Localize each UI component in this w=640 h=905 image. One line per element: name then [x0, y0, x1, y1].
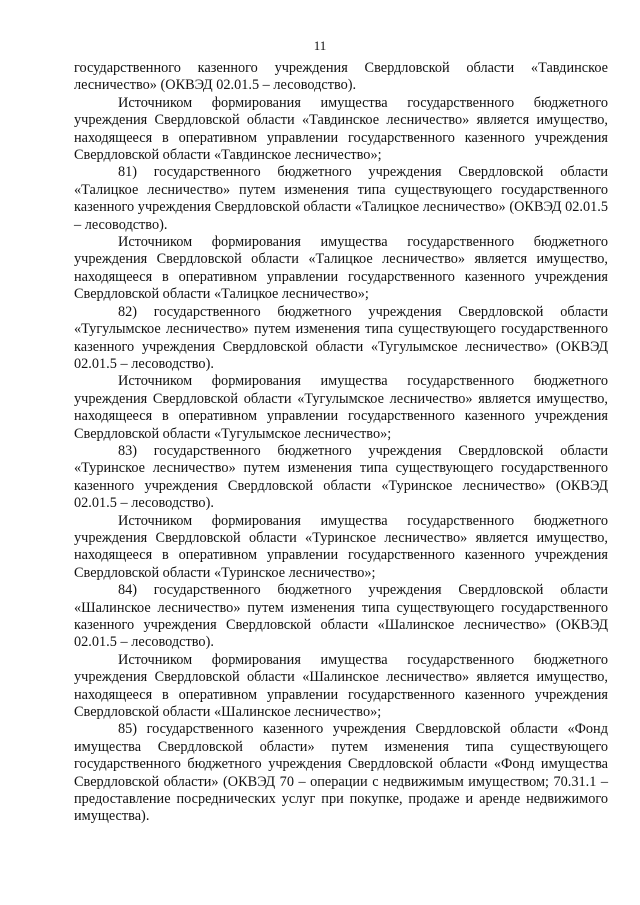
document-body	[74, 60, 608, 826]
paragraph-continuation: государственного казенного учреждения Свердловской области «Тавдинское лесничество» (ОКВЭД 02.01.5 – лесоводство).	[74, 60, 608, 94]
paragraph-property-source-tugulym: Источником формирования имущества государственного бюджетного учреждения Свердловской области «Тугулымское лесничество» является имущество, находящееся в оперативном управлении государственного казенного учреждения Свердловской области «Тугулымское лесничество»;	[74, 373, 608, 442]
paragraph-property-source-shalya: Источником формирования имущества государственного бюджетного учреждения Свердловской области «Шалинское лесничество» является имущество, находящееся в оперативном управлении государственного казенного учреждения Свердловской области «Шалинское лесничество»;	[74, 651, 608, 721]
paragraph-item-81: 81) государственного бюджетного учреждения Свердловской области «Талицкое лесничество» путем изменения типа существующего государственного казенного учреждения Свердловской области «Талицкое лесничество» (ОКВЭД 02.01.5 – лесоводство).	[74, 164, 608, 233]
paragraph-property-source-talitsa: Источником формирования имущества государственного бюджетного учреждения Свердловской области «Талицкое лесничество» является имущество, находящееся в оперативном управлении государственного казенного учреждения Свердловской области «Талицкое лесничество»;	[74, 234, 608, 303]
paragraph-property-source-turinsk: Источником формирования имущества государственного бюджетного учреждения Свердловской области «Туринское лесничество» является имущество, находящееся в оперативном управлении государственного казенного учреждения Свердловской области «Туринское лесничество»;	[74, 512, 608, 581]
paragraph-item-83: 83) государственного бюджетного учреждения Свердловской области «Туринское лесничество» путем изменения типа существующего государственного казенного учреждения Свердловской области «Туринское лесничество» (ОКВЭД 02.01.5 – лесоводство).	[74, 442, 608, 512]
paragraph-property-source-tavda: Источником формирования имущества государственного бюджетного учреждения Свердловской области «Тавдинское лесничество» является имущество, находящееся в оперативном управлении государственного казенного учреждения Свердловской области «Тавдинское лесничество»;	[74, 94, 608, 164]
paragraph-item-82: 82) государственного бюджетного учреждения Свердловской области «Тугулымское лесничество» путем изменения типа существующего государственного казенного учреждения Свердловской области «Тугулымское лесничество» (ОКВЭД 02.01.5 – лесоводство).	[74, 303, 608, 372]
page-number: 11	[313, 38, 327, 53]
paragraph-item-84: 84) государственного бюджетного учреждения Свердловской области «Шалинское лесничество» путем изменения типа существующего государственного казенного учреждения Свердловской области «Шалинское лесничество» (ОКВЭД 02.01.5 – лесоводство).	[74, 582, 608, 651]
paragraph-item-85: 85) государственного казенного учреждения Свердловской области «Фонд имущества Свердловской области» путем изменения типа существующего государственного бюджетного учреждения Свердловской области «Фонд имущества Свердловской области» (ОКВЭД 70 – операции с недвижимым имуществом; 70.31.1 – предоставление посреднических услуг при покупке, продаже и аренде недвижимого имущества).	[74, 721, 608, 825]
